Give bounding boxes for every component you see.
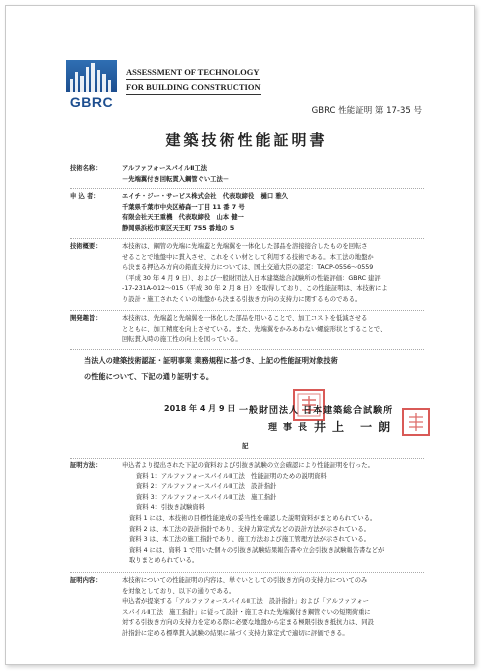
director-seal-icon bbox=[401, 407, 431, 437]
organization-english-name bbox=[126, 67, 261, 97]
statement-line: の性能について、下記の通り証明する。 bbox=[84, 372, 214, 381]
content-line: を対象としており、以下の通りである。 bbox=[122, 587, 236, 595]
applicant-label: 申 込 者： bbox=[70, 193, 100, 200]
certificate-number: GBRC 性能証明 第 17-35 号 bbox=[311, 106, 422, 116]
method-line: 資料 2 は、本工法の設計指針であり、支持力算定式などの設計方法が示されている。 bbox=[129, 525, 370, 533]
method-line: 申込者より提出された下記の資料および引抜き試験の立会確認により性能証明を行った。 bbox=[122, 462, 374, 469]
overview-line: ら決まる押込み方向の鉛直支持力については、国土交通大臣の認定：TACP-0556～0559 bbox=[122, 264, 374, 272]
overview-line: -17-231A-012～015（平成 30 年 2 月 8 日）を取得しており、この性能証明は、本技術によ bbox=[122, 285, 388, 293]
method-line: 資料 4：引抜き試験資料 bbox=[136, 504, 205, 512]
overview-line: （平成 30 年 4 月 9 日）、および一般財団法人日本建築総合試験所の性能評価：GBRC 建評 bbox=[122, 274, 381, 282]
divider bbox=[70, 238, 424, 239]
applicant-line: 静岡県浜松市東区天王町 755 番地の 5 bbox=[122, 224, 235, 232]
issue-date: 2018 年 4 月 9 日 bbox=[164, 404, 236, 413]
building-skyline-icon bbox=[66, 60, 117, 92]
purpose-line: 回転貫入時の施工性の向上を図っている。 bbox=[122, 336, 242, 344]
technology-name: アルファフォースパイルⅡ工法 bbox=[122, 165, 207, 172]
gbrc-logo bbox=[66, 60, 117, 112]
applicant-line: 有限会社天王重機 代表取締役 山本 健一 bbox=[122, 214, 244, 222]
applicant-line: エイチ・ジー・サービス株式会社 代表取締役 樋口 雅久 bbox=[122, 193, 288, 200]
purpose-line: 本技術は、先端蓋と先端翼を一体化した部品を用いることで、加工コストを低減させる bbox=[122, 315, 368, 322]
overview-label: 技術概要： bbox=[70, 243, 102, 250]
document-title: 建築技術性能証明書 bbox=[165, 131, 328, 149]
technology-subname: －先端翼付き回転貫入鋼管ぐい工法－ bbox=[122, 175, 230, 183]
purpose-line: とともに、加工精度を向上させている。また、先端翼をかみあわない螺旋形状とすることで、 bbox=[122, 325, 387, 333]
certificate-page bbox=[5, 5, 475, 665]
divider bbox=[70, 310, 424, 311]
certification-statement bbox=[84, 353, 434, 385]
method-label: 証明方法： bbox=[70, 462, 102, 469]
divider bbox=[70, 188, 424, 189]
technology-name-label: 技術名称： bbox=[70, 165, 102, 172]
content-line: 計指針に定める標準貫入試験の結果に基づく支持力算定式で適切に評価できる。 bbox=[122, 629, 349, 637]
method-line: 資料 3：アルファフォースパイルⅡ工法 施工指針 bbox=[136, 493, 277, 501]
org-en-line-1: ASSESSMENT OF TECHNOLOGY bbox=[126, 67, 260, 80]
content-line: 対する引抜き方向の支持力を定める際に必要な地盤から定まる極限引抜き抵抗力は、同設 bbox=[122, 619, 374, 627]
applicant-line: 千葉県千葉市中央区椿森一丁目 11 番 7 号 bbox=[122, 203, 245, 211]
content-label: 証明内容： bbox=[70, 577, 102, 584]
method-line: 資料 2：アルファフォースパイルⅡ工法 設計指針 bbox=[136, 483, 277, 491]
ki-marker: 記 bbox=[242, 442, 249, 450]
content-line: 本技術についての性能証明の内容は、単ぐいとしての引抜き方向の支持力についてのみ bbox=[122, 577, 368, 584]
method-line: 資料 4 には、資料 1 で用いた個々の引抜き試験結果報告書や立会引抜き試験報告書などが bbox=[129, 546, 385, 554]
purpose-label: 開発趣旨： bbox=[70, 315, 102, 322]
content-line: 申込者が提案する「アルファフォースパイルⅡ工法 設計指針」および「アルファフォー bbox=[122, 598, 369, 606]
method-line: 取りまとめられている。 bbox=[129, 557, 199, 565]
overview-line: り設計・施工されたくいの地盤から決まる引抜き方向の支持力に関するものである。 bbox=[122, 295, 362, 303]
divider bbox=[70, 458, 424, 459]
org-en-line-2: FOR BUILDING CONSTRUCTION bbox=[126, 82, 261, 95]
method-line: 資料 3 は、本工法の施工指針であり、施工方法および施工管理方法が示されている。 bbox=[129, 536, 370, 544]
logo-text: GBRC bbox=[69, 94, 114, 110]
issuer-name: 井上 一朗 bbox=[314, 420, 397, 434]
overview-line: せることで地盤中に貫入させ、これをくい材として利用する技術である。本工法の地盤か bbox=[122, 253, 374, 261]
issuer-organization: 一般財団法人 日本建築総合試験所 bbox=[239, 406, 394, 416]
issuer-position: 理事長 bbox=[268, 423, 314, 433]
method-line: 資料 1：アルファフォースパイルⅡ工法 性能証明のための説明資料 bbox=[136, 472, 327, 480]
divider bbox=[70, 349, 424, 350]
content-line: スパイルⅡ工法 施工指針」に従って設計・施工された先端翼付き鋼管ぐいの短期荷重に bbox=[122, 608, 371, 616]
method-line: 資料 1 には、本技術の目標性能達成の妥当性を確認した説明資料がまとめられている。 bbox=[129, 514, 377, 522]
statement-line: 当法人の建築技術認証・証明事業 業務規程に基づき、上記の性能証明対象技術 bbox=[84, 356, 338, 365]
divider bbox=[70, 572, 424, 573]
overview-line: 本技術は、鋼管の先端に先端蓋と先端翼を一体化した部品を溶接接合したものを回転さ bbox=[122, 243, 368, 250]
